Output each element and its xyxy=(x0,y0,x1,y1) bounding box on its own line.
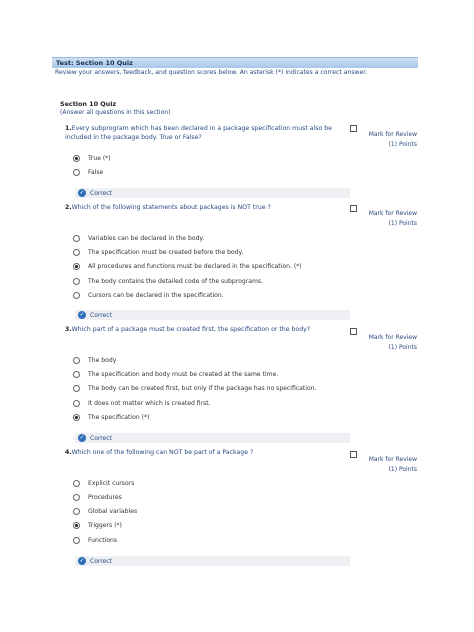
test-title: Test: Section 10 Quiz xyxy=(56,59,133,67)
q3-option-5[interactable]: The specification (*) xyxy=(73,414,149,421)
mark-for-review-checkbox-3[interactable] xyxy=(350,328,357,335)
points-label: (1) Points xyxy=(388,220,417,227)
instructions-text: Review your answers, feedback, and question scores below. An asterisk (*) indicates a correct answer. xyxy=(55,69,368,76)
q3-option-1[interactable]: The body xyxy=(73,357,116,364)
question-text: Every subprogram which has been declared in a package specification must also be included in the package body. True or False? xyxy=(65,125,332,141)
question-1-text xyxy=(65,124,350,142)
q2-feedback-bar: ✓ Correct xyxy=(75,310,350,320)
q3-feedback-bar: ✓ Correct xyxy=(75,433,350,443)
points-label: (1) Points xyxy=(388,466,417,473)
mark-for-review-checkbox-2[interactable] xyxy=(350,205,357,212)
q4-option-4[interactable]: Triggers (*) xyxy=(73,522,122,529)
section-title: Section 10 Quiz xyxy=(60,100,117,108)
q4-feedback-bar: ✓ Correct xyxy=(75,556,350,566)
q1-option-2[interactable]: False xyxy=(73,169,103,176)
section-subtitle: (Answer all questions in this section) xyxy=(60,109,171,116)
points-label: (1) Points xyxy=(388,344,417,351)
check-icon: ✓ xyxy=(79,557,85,564)
q2-option-2[interactable]: The specification must be created before the body. xyxy=(73,249,243,256)
q4-option-3[interactable]: Global variables xyxy=(73,508,137,515)
mark-for-review-label: Mark for Review xyxy=(368,456,417,463)
question-number: 1. xyxy=(65,125,72,132)
question-4-text: 4.Which one of the following can NOT be part of a Package ? xyxy=(65,449,254,456)
q3-option-4[interactable]: It does not matter which is created first. xyxy=(73,400,211,407)
radio-selected[interactable] xyxy=(73,155,80,162)
mark-for-review-label: Mark for Review xyxy=(368,131,417,138)
mark-for-review-checkbox-4[interactable] xyxy=(350,451,357,458)
question-2-text: 2.Which of the following statements about packages is NOT true ? xyxy=(65,204,271,211)
q4-option-1[interactable]: Explicit cursors xyxy=(73,480,134,487)
q4-option-5[interactable]: Functions xyxy=(73,537,117,544)
q1-option-1[interactable]: True (*) xyxy=(73,155,111,162)
check-icon: ✓ xyxy=(79,189,85,196)
mark-for-review-checkbox-1[interactable] xyxy=(350,125,357,132)
q2-option-1[interactable]: Variables can be declared in the body. xyxy=(73,235,204,242)
q4-option-2[interactable]: Procedures xyxy=(73,494,122,501)
q2-option-4[interactable]: The body contains the detailed code of the subprograms. xyxy=(73,278,263,285)
check-icon: ✓ xyxy=(79,311,85,318)
q3-option-3[interactable]: The body can be created first, but only if the package has no specification. xyxy=(73,385,317,392)
test-header-bar xyxy=(52,57,418,68)
q2-option-3[interactable]: All procedures and functions must be declared in the specification. (*) xyxy=(73,263,302,270)
correct-label: Correct xyxy=(90,189,112,197)
q1-feedback-bar xyxy=(75,188,350,198)
radio[interactable] xyxy=(73,169,80,176)
mark-for-review-label: Mark for Review xyxy=(368,334,417,341)
points-label: (1) Points xyxy=(388,141,417,148)
question-3-text: 3.Which part of a package must be created first, the specification or the body? xyxy=(65,326,311,333)
check-icon: ✓ xyxy=(79,434,85,441)
q3-option-2[interactable]: The specification and body must be created at the same time. xyxy=(73,371,278,378)
q2-option-5[interactable]: Cursors can be declared in the specification. xyxy=(73,292,224,299)
mark-for-review-label: Mark for Review xyxy=(368,210,417,217)
